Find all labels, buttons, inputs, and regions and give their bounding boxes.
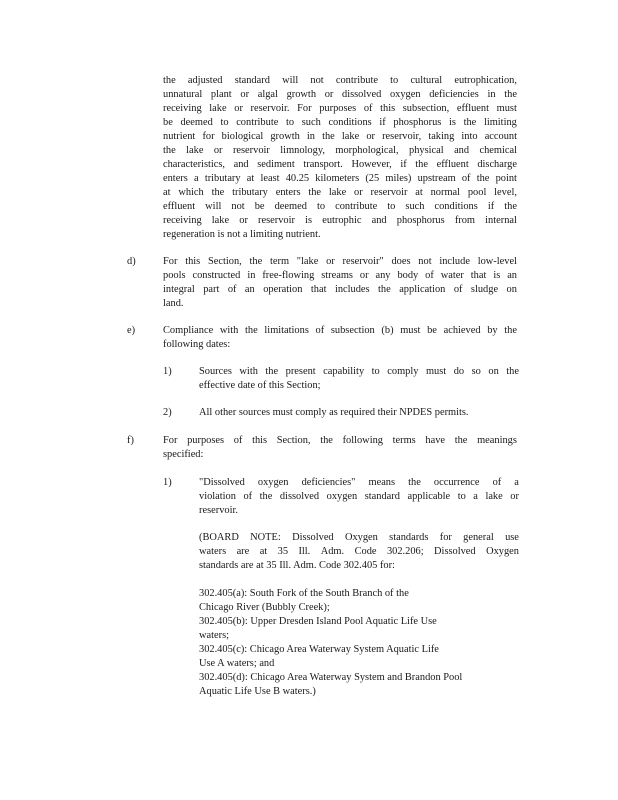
subsection-label-e: e)	[127, 325, 136, 336]
subsection-label-d: d)	[127, 256, 136, 267]
paragraph-line: violation of the dissolved oxygen standard applicable to a lake or	[199, 491, 519, 502]
paragraph-line: "Dissolved oxygen deficiencies" means the occurrence of a	[199, 477, 519, 488]
paragraph-line: Sources with the present capability to comply must do so on the	[199, 366, 519, 377]
waters-line: Chicago River (Bubbly Creek);	[199, 602, 330, 613]
paragraph-line: the adjusted standard will not contribute to cultural eutrophication,	[163, 75, 517, 86]
paragraph-line: For this Section, the term "lake or reservoir" does not include low-level	[163, 256, 517, 267]
item-label: 1)	[163, 477, 172, 488]
item-label: 1)	[163, 366, 172, 377]
paragraph-line: integral part of an operation that includes the application of sludge on	[163, 284, 517, 295]
waters-line: 302.405(c): Chicago Area Waterway System Aquatic Life	[199, 644, 439, 655]
paragraph-line: the lake or reservoir limnology, morphological, physical and chemical	[163, 145, 517, 156]
paragraph-line: land.	[163, 298, 184, 309]
waters-line: Use A waters; and	[199, 658, 275, 669]
paragraph-line: unnatural plant or algal growth or dissolved oxygen deficiencies in the	[163, 89, 517, 100]
waters-line: 302.405(d): Chicago Area Waterway System and Brandon Pool	[199, 672, 463, 683]
waters-line: Aquatic Life Use B waters.)	[199, 686, 316, 697]
paragraph-line: effluent will not be deemed to contribute to such conditions if the	[163, 201, 517, 212]
paragraph-line: All other sources must comply as required their NPDES permits.	[199, 407, 469, 418]
subsection-label-f: f)	[127, 435, 134, 446]
board-note-line: standards are at 35 Ill. Adm. Code 302.405 for:	[199, 560, 395, 571]
paragraph-line: specified:	[163, 449, 204, 460]
paragraph-line: effective date of this Section;	[199, 380, 321, 391]
paragraph-line: reservoir.	[199, 505, 238, 516]
waters-line: 302.405(a): South Fork of the South Branch of the	[199, 588, 409, 599]
paragraph-line: following dates:	[163, 339, 231, 350]
paragraph-line: For purposes of this Section, the following terms have the meanings	[163, 435, 517, 446]
paragraph-line: at which the tributary enters the lake or reservoir at normal pool level,	[163, 187, 517, 198]
board-note-line: (BOARD NOTE: Dissolved Oxygen standards for general use	[199, 532, 519, 543]
paragraph-line: Compliance with the limitations of subsection (b) must be achieved by the	[163, 325, 517, 336]
board-note-line: waters are at 35 Ill. Adm. Code 302.206; Dissolved Oxygen	[199, 546, 519, 557]
paragraph-line: regeneration is not a limiting nutrient.	[163, 229, 321, 240]
paragraph-line: enters a tributary at least 40.25 kilometers (25 miles) upstream of the point	[163, 173, 517, 184]
paragraph-line: nutrient for biological growth in the lake or reservoir, taking into account	[163, 131, 517, 142]
item-label: 2)	[163, 407, 172, 418]
paragraph-line: receiving lake or reservoir. For purposes of this subsection, effluent must	[163, 103, 517, 114]
paragraph-line: be deemed to contribute to such conditions if phosphorus is the limiting	[163, 117, 517, 128]
waters-line: waters;	[199, 630, 230, 641]
paragraph-line: characteristics, and sediment transport. However, if the effluent discharge	[163, 159, 517, 170]
paragraph-line: receiving lake or reservoir is eutrophic and phosphorus from internal	[163, 215, 517, 226]
waters-line: 302.405(b): Upper Dresden Island Pool Aquatic Life Use	[199, 616, 437, 627]
paragraph-line: pools constructed in free-flowing streams or any body of water that is an	[163, 270, 517, 281]
